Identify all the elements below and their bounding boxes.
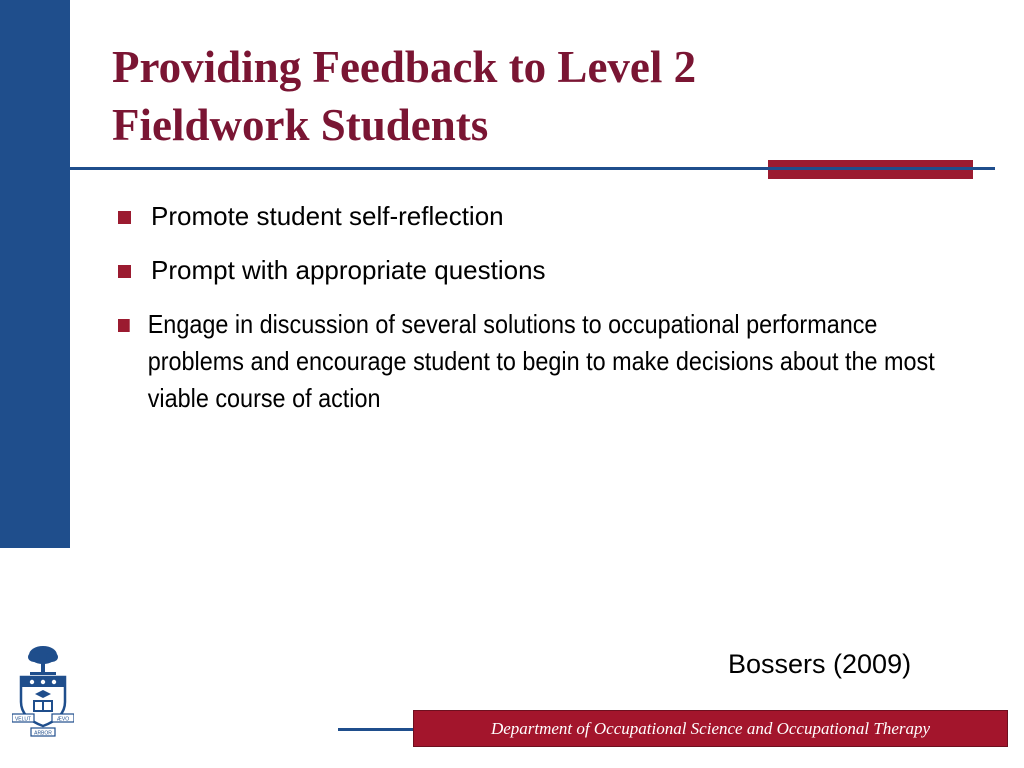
citation: Bossers (2009): [728, 649, 912, 679]
bullet-list: [118, 198, 978, 434]
footer-divider: [338, 728, 414, 731]
square-bullet-icon: [118, 319, 130, 332]
bullet-item: [118, 252, 978, 289]
footer-bar: [413, 710, 1008, 747]
title-accent-bar: [768, 160, 973, 179]
left-blue-sidebar: [0, 0, 70, 548]
bullet-text: Prompt with appropriate questions: [151, 255, 546, 285]
slide-title-line-2: Fieldwork Students: [112, 100, 489, 150]
bullet-text: Promote student self-reflection: [151, 201, 504, 231]
slide-title-line-1: Providing Feedback to Level 2: [112, 42, 697, 92]
motto-word: ARBOR: [34, 730, 52, 737]
square-bullet-icon: [118, 265, 131, 278]
bullet-item: [118, 306, 975, 417]
motto-word: ÆVO: [56, 716, 70, 723]
slide-title: [112, 38, 972, 154]
square-bullet-icon: [118, 211, 131, 224]
bullet-item: [118, 198, 978, 235]
university-crest-icon: [12, 644, 74, 740]
motto-word: VELUT: [14, 716, 32, 723]
footer-department: Department of Occupational Science and Occupational Therapy: [490, 718, 931, 738]
bullet-text: Engage in discussion of several solutions to occupational performance problems and encourage student to begin to make decisions about the most viable course of action: [147, 309, 935, 413]
